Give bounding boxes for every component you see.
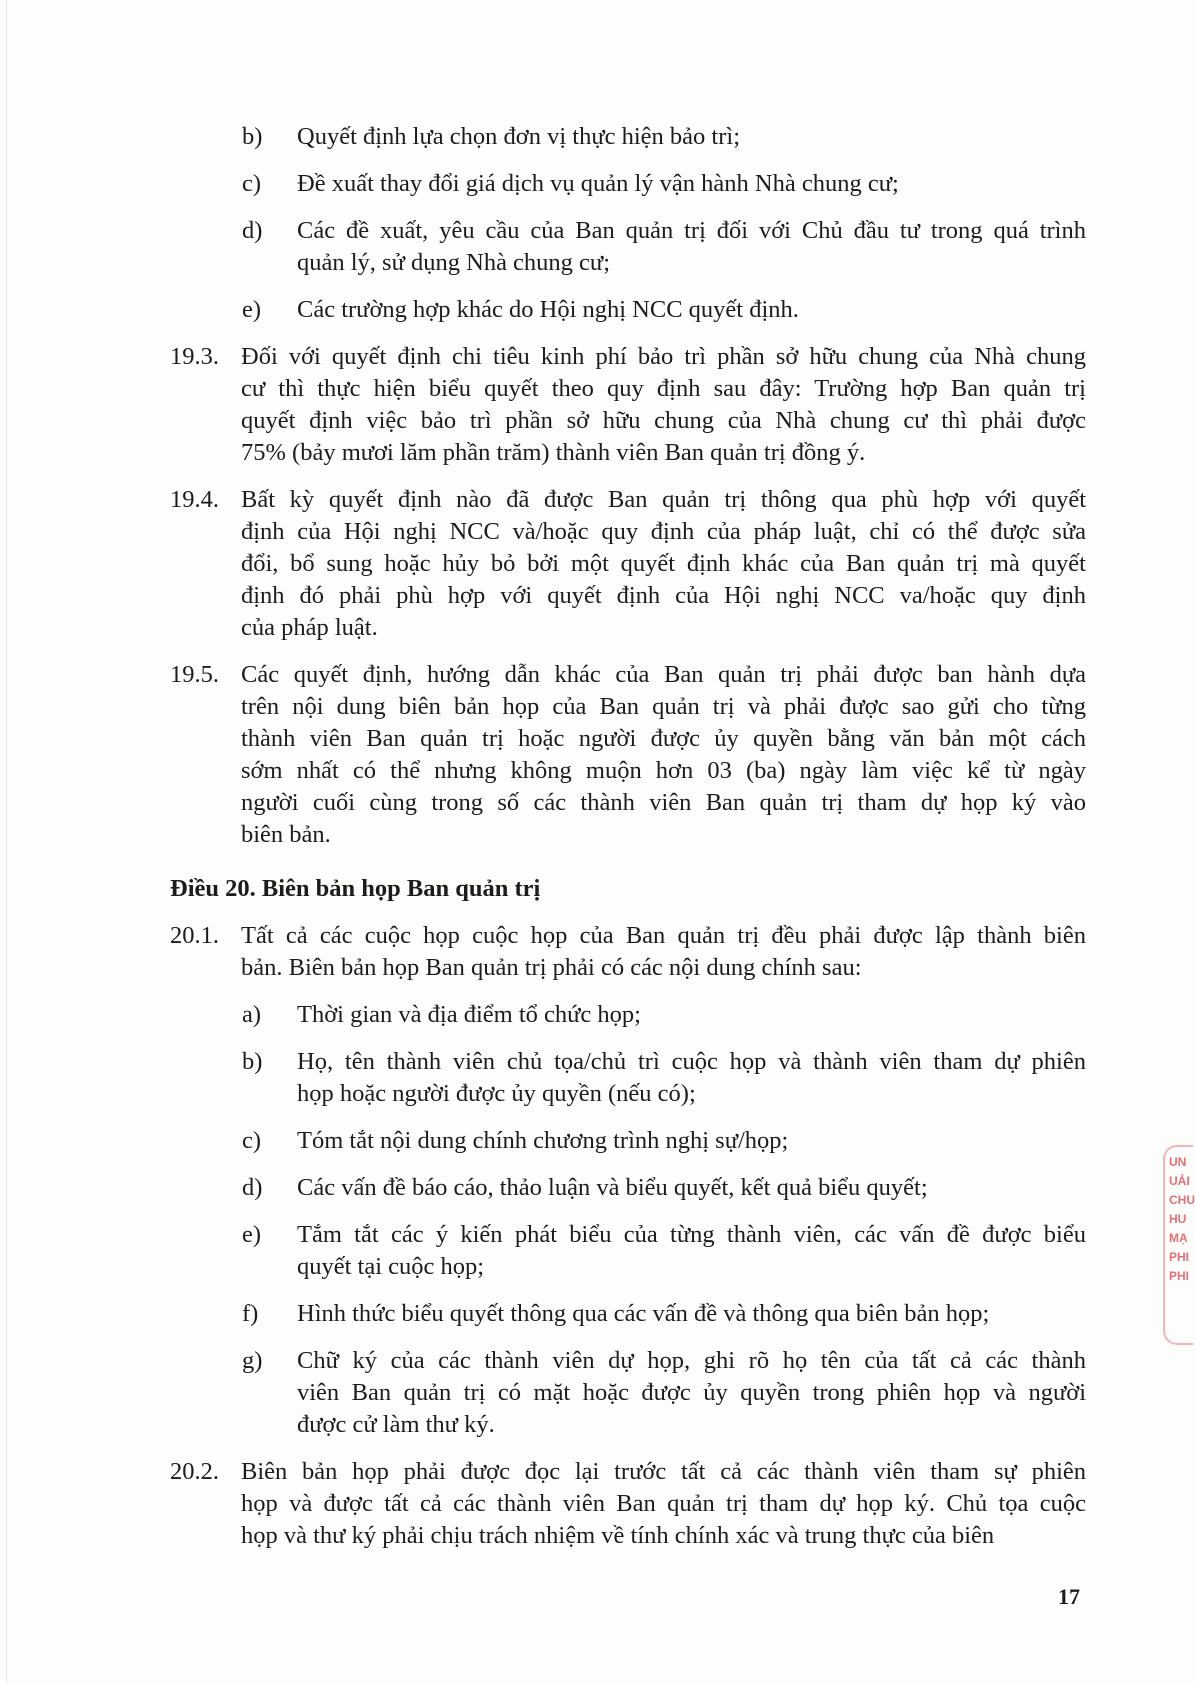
item-label: f) [242,1300,259,1327]
text-line: quyết định việc bảo trì phần sở hữu chung của Nhà chung cư thì phải được [241,407,1086,434]
list-item [0,1345,1190,1441]
clause-paragraph [0,1456,1190,1552]
text-line: Quyết định lựa chọn đơn vị thực hiện bảo trì; [297,123,740,150]
clause-paragraph [0,659,1190,851]
text-line: Họ, tên thành viên chủ tọa/chủ trì cuộc họp và thành viên tham dự phiên [297,1048,1086,1075]
text-line: biên bản. [241,821,331,848]
list-item [0,1125,1190,1157]
text-line: Các đề xuất, yêu cầu của Ban quản trị đối với Chủ đầu tư trong quá trình [297,217,1086,244]
text-line: sớm nhất có thể nhưng không muộn hơn 03 (ba) ngày làm việc kể từ ngày [241,757,1086,784]
item-label: a) [242,1001,262,1028]
stamp-text: UN [1169,1155,1187,1169]
item-label: b) [242,1048,263,1075]
stamp-text: HU [1169,1212,1187,1226]
text-line: Chữ ký của các thành viên dự họp, ghi rõ họ tên của tất cả các thành [297,1347,1086,1374]
stamp-text: CHU [1169,1193,1195,1207]
item-label: d) [242,217,263,244]
text-line: họp hoặc người được ủy quyền (nếu có); [297,1080,696,1107]
text-line: họp và thư ký phải chịu trách nhiệm về tính chính xác và trung thực của biên [241,1522,995,1549]
list-item [0,1046,1190,1110]
text-line: định đó phải phù hợp với quyết định của Hội nghị NCC va/hoặc quy định [241,582,1086,609]
text-line: Các vấn đề báo cáo, thảo luận và biểu quyết, kết quả biểu quyết; [297,1174,928,1201]
item-label: b) [242,123,263,150]
list-item [0,168,1190,200]
text-line: viên Ban quản trị có mặt hoặc được ủy quyền trong phiên họp và người [297,1379,1086,1406]
text-line: 75% (bảy mươi lăm phần trăm) thành viên Ban quản trị đồng ý. [241,439,866,466]
item-label: c) [242,170,262,197]
item-label: e) [242,1221,262,1248]
list-item [0,999,1190,1031]
stamp-text: PHI [1169,1269,1190,1283]
text-line: Hình thức biểu quyết thông qua các vấn đề và thông qua biên bản họp; [297,1300,990,1327]
stamp-text: PHI [1169,1250,1190,1264]
list-item [0,1298,1190,1330]
article-heading: Điều 20. Biên bản họp Ban quản trị [170,875,541,902]
text-line: trên nội dung biên bản họp của Ban quản trị và phải được sao gửi cho từng [241,693,1086,720]
text-line: Bất kỳ quyết định nào đã được Ban quản trị thông qua phù hợp với quyết [241,486,1086,513]
text-line: Tóm tắt nội dung chính chương trình nghị sự/họp; [297,1127,789,1154]
text-line: của pháp luật. [241,614,378,641]
list-item [0,1219,1190,1283]
list-item [0,215,1190,279]
stamp-text: MẠ [1169,1231,1188,1245]
text-line: Biên bản họp phải được đọc lại trước tất cả các thành viên tham sự phiên [241,1458,1086,1485]
text-line: họp và được tất cả các thành viên Ban quản trị tham dự họp ký. Chủ tọa cuộc [241,1490,1086,1517]
text-line: người cuối cùng trong số các thành viên Ban quản trị tham dự họp ký vào [241,789,1086,816]
clause-paragraph [0,484,1190,644]
text-line: quản lý, sử dụng Nhà chung cư; [297,249,611,276]
clause-paragraph [0,341,1190,469]
text-line: Đề xuất thay đổi giá dịch vụ quản lý vận hành Nhà chung cư; [297,170,899,197]
item-label: g) [242,1347,263,1374]
clause-number: 20.1. [170,922,219,949]
text-line: Thời gian và địa điểm tổ chức họp; [297,1001,641,1028]
text-line: Tất cả các cuộc họp cuộc họp của Ban quản trị đều phải được lập thành biên [241,922,1086,949]
item-label: d) [242,1174,263,1201]
list-item [0,294,1190,326]
text-line: Tắm tắt các ý kiến phát biểu của từng thành viên, các vấn đề được biểu [297,1221,1086,1248]
text-line: bản. Biên bản họp Ban quản trị phải có các nội dung chính sau: [241,954,862,981]
text-line: thành viên Ban quản trị hoặc người được ủy quyền bằng văn bản một cách [241,725,1086,752]
item-label: c) [242,1127,262,1154]
text-line: được cử làm thư ký. [297,1411,495,1438]
list-item [0,121,1190,153]
clause-number: 19.3. [170,343,219,370]
text-line: Các trường hợp khác do Hội nghị NCC quyết định. [297,296,799,323]
clause-number: 20.2. [170,1458,219,1485]
text-line: định của Hội nghị NCC và/hoặc quy định của pháp luật, chỉ có thể được sửa [241,518,1086,545]
text-line: cư thì thực hiện biểu quyết theo quy định sau đây: Trường hợp Ban quản trị [241,375,1086,402]
clause-number: 19.4. [170,486,219,513]
red-stamp-partial [1163,1145,1193,1345]
clause-paragraph [0,920,1190,984]
text-line: Đối với quyết định chi tiêu kinh phí bảo trì phần sở hữu chung của Nhà chung [241,343,1086,370]
text-line: đổi, bổ sung hoặc hủy bỏ bởi một quyết định khác của Ban quản trị mà quyết [241,550,1086,577]
page-number: 17 [1058,1584,1080,1609]
item-label: e) [242,296,262,323]
document-body [0,121,1190,1567]
text-line: quyết tại cuộc họp; [297,1253,485,1280]
clause-number: 19.5. [170,661,219,688]
stamp-text: UẢI [1169,1174,1190,1188]
list-item [0,1172,1190,1204]
text-line: Các quyết định, hướng dẫn khác của Ban quản trị phải được ban hành dựa [241,661,1086,688]
